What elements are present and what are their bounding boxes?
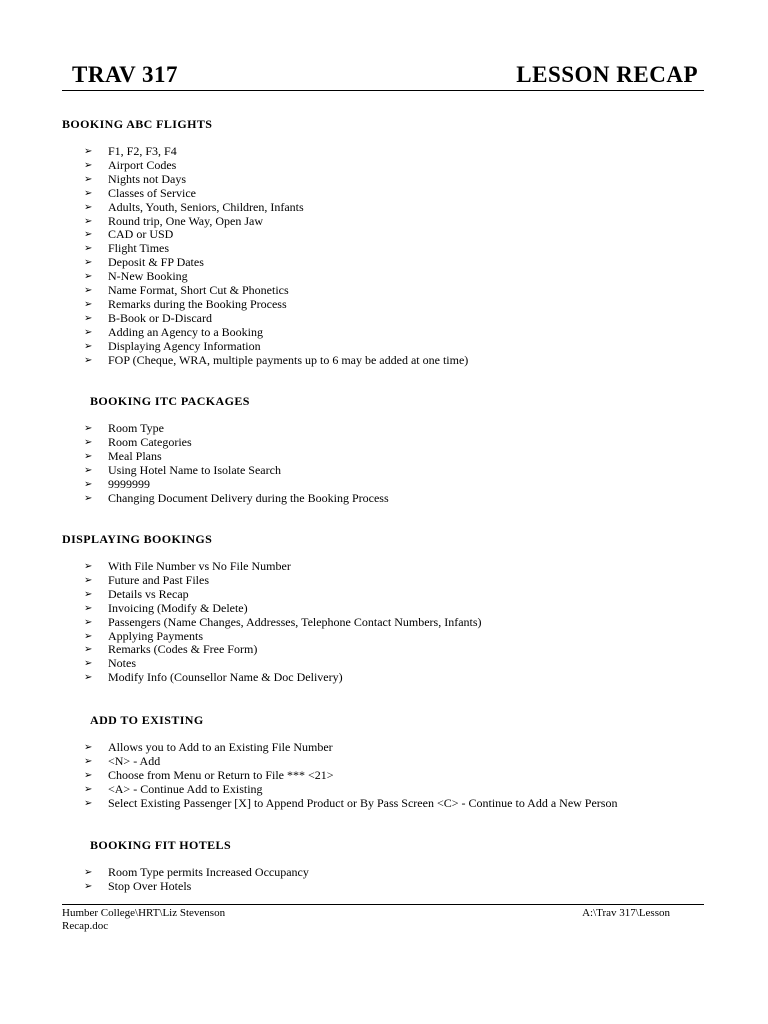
list-item [84,312,468,326]
arrow-bullet-icon: ➢ [84,312,93,324]
arrow-bullet-icon: ➢ [84,880,93,892]
arrow-bullet-icon: ➢ [84,201,93,213]
list-item [84,436,389,450]
arrow-bullet-icon: ➢ [84,229,93,241]
arrow-bullet-icon: ➢ [84,561,93,572]
arrow-bullet-icon: ➢ [84,340,93,352]
list-item-text: Passengers (Name Changes, Addresses, Telephone Contact Numbers, Infants) [108,614,482,629]
list-item-text: F1, F2, F3, F4 [108,144,177,158]
list-booking-itc-packages [84,422,389,505]
arrow-bullet-icon: ➢ [84,423,93,434]
list-item-text: Modify Info (Counsellor Name & Doc Delivery) [108,670,343,685]
list-item-text: <A> - Continue Add to Existing [108,781,263,796]
list-item [84,159,468,173]
list-booking-abc-flights [84,145,468,368]
list-item-text: Remarks during the Booking Process [108,296,287,311]
arrow-bullet-icon: ➢ [84,173,93,185]
list-item [84,215,468,229]
list-item [84,741,617,755]
list-item-text: Displaying Agency Information [108,338,261,353]
list-item-text: 9999999 [108,476,150,491]
arrow-bullet-icon: ➢ [84,215,93,227]
list-item [84,354,468,368]
list-item-text: Applying Payments [108,628,203,643]
list-item-text: Stop Over Hotels [108,878,192,893]
list-item-text: Nights not Days [108,171,186,186]
list-item-text: Changing Document Delivery during the Booking Process [108,490,389,505]
list-item [84,284,468,298]
list-item [84,671,482,685]
list-item-text: Room Type [108,421,164,435]
list-item [84,173,468,187]
list-item [84,242,468,256]
list-item [84,630,482,644]
list-item [84,464,389,478]
arrow-bullet-icon: ➢ [84,797,93,809]
list-item-text: Adding an Agency to a Booking [108,324,263,339]
list-item [84,755,617,769]
arrow-bullet-icon: ➢ [84,257,93,269]
arrow-bullet-icon: ➢ [84,658,93,670]
list-item [84,422,389,436]
section-heading-booking-fit-hotels: BOOKING FIT HOTELS [90,838,232,852]
list-item [84,145,468,159]
course-code: TRAV 317 [72,62,179,87]
list-item-text: Airport Codes [108,157,177,172]
list-item [84,256,468,270]
list-item-text: FOP (Cheque, WRA, multiple payments up to 6 may be added at one time) [108,352,469,367]
footer-filename: Recap.doc [62,920,109,932]
list-item-text: With File Number vs No File Number [108,559,291,573]
list-item-text: Using Hotel Name to Isolate Search [108,462,281,477]
list-item [84,797,617,811]
arrow-bullet-icon: ➢ [84,492,93,504]
list-item-text: Room Categories [108,434,192,449]
list-item [84,783,617,797]
list-item-text: Allows you to Add to an Existing File Number [108,740,333,754]
arrow-bullet-icon: ➢ [84,616,93,628]
list-add-to-existing [84,741,617,811]
list-item-text: Invoicing (Modify & Delete) [108,600,248,615]
list-item [84,492,389,506]
list-item-text: Meal Plans [108,448,162,463]
page-title: LESSON RECAP [516,62,698,87]
list-item-text: N-New Booking [108,269,188,284]
list-item [84,588,482,602]
list-displaying-bookings [84,560,482,685]
arrow-bullet-icon: ➢ [84,755,93,767]
list-item-text: CAD or USD [108,227,174,242]
arrow-bullet-icon: ➢ [84,478,93,490]
list-item-text: Adults, Youth, Seniors, Children, Infants [108,199,304,214]
list-item-text: Deposit & FP Dates [108,255,204,270]
list-item [84,560,482,574]
page-header [62,60,704,91]
list-item [84,616,482,630]
footer-path: Humber College\HRT\Liz Stevenson [62,907,226,919]
arrow-bullet-icon: ➢ [84,783,93,795]
arrow-bullet-icon: ➢ [84,354,93,366]
list-item [84,228,468,242]
list-item [84,478,389,492]
list-item-text: Choose from Menu or Return to File *** <21> [108,767,334,782]
section-heading-booking-itc-packages: BOOKING ITC PACKAGES [90,394,250,408]
arrow-bullet-icon: ➢ [84,672,93,684]
list-item [84,574,482,588]
list-item-text: Notes [108,656,136,671]
list-item-text: Room Type permits Increased Occupancy [108,865,309,879]
arrow-bullet-icon: ➢ [84,450,93,462]
arrow-bullet-icon: ➢ [84,574,93,586]
arrow-bullet-icon: ➢ [84,285,93,297]
footer-left [62,907,262,933]
arrow-bullet-icon: ➢ [84,644,93,656]
arrow-bullet-icon: ➢ [84,602,93,614]
section-heading-add-to-existing: ADD TO EXISTING [90,713,204,727]
list-item-text: <N> - Add [108,753,161,768]
list-item [84,340,468,354]
list-item-text: Round trip, One Way, Open Jaw [108,213,264,228]
list-item-text: Future and Past Files [108,572,209,587]
list-item [84,450,389,464]
section-heading-displaying-bookings: DISPLAYING BOOKINGS [62,532,213,546]
list-item [84,298,468,312]
arrow-bullet-icon: ➢ [84,326,93,338]
arrow-bullet-icon: ➢ [84,867,93,878]
list-item [84,326,468,340]
list-item [84,657,482,671]
arrow-bullet-icon: ➢ [84,159,93,171]
list-item [84,187,468,201]
list-item-text: Classes of Service [108,185,196,200]
section-heading-booking-abc-flights: BOOKING ABC FLIGHTS [62,117,213,131]
list-booking-fit-hotels [84,866,309,894]
page-footer [62,904,704,932]
list-item-text: B-Book or D-Discard [108,310,212,325]
list-item-text: Select Existing Passenger [X] to Append Product or By Pass Screen <C> - Continue to Add a New Person [108,795,618,810]
arrow-bullet-icon: ➢ [84,630,93,642]
arrow-bullet-icon: ➢ [84,742,93,753]
list-item [84,602,482,616]
arrow-bullet-icon: ➢ [84,298,93,310]
arrow-bullet-icon: ➢ [84,464,93,476]
arrow-bullet-icon: ➢ [84,588,93,600]
list-item [84,866,309,880]
arrow-bullet-icon: ➢ [84,146,93,157]
list-item [84,643,482,657]
list-item-text: Details vs Recap [108,586,189,601]
arrow-bullet-icon: ➢ [84,436,93,448]
arrow-bullet-icon: ➢ [84,187,93,199]
list-item [84,270,468,284]
list-item-text: Remarks (Codes & Free Form) [108,642,258,657]
arrow-bullet-icon: ➢ [84,769,93,781]
arrow-bullet-icon: ➢ [84,243,93,255]
list-item [84,769,617,783]
list-item-text: Flight Times [108,241,170,256]
list-item [84,201,468,215]
list-item [84,880,309,894]
list-item-text: Name Format, Short Cut & Phonetics [108,283,289,298]
arrow-bullet-icon: ➢ [84,271,93,283]
footer-right: A:\Trav 317\Lesson [582,907,670,919]
